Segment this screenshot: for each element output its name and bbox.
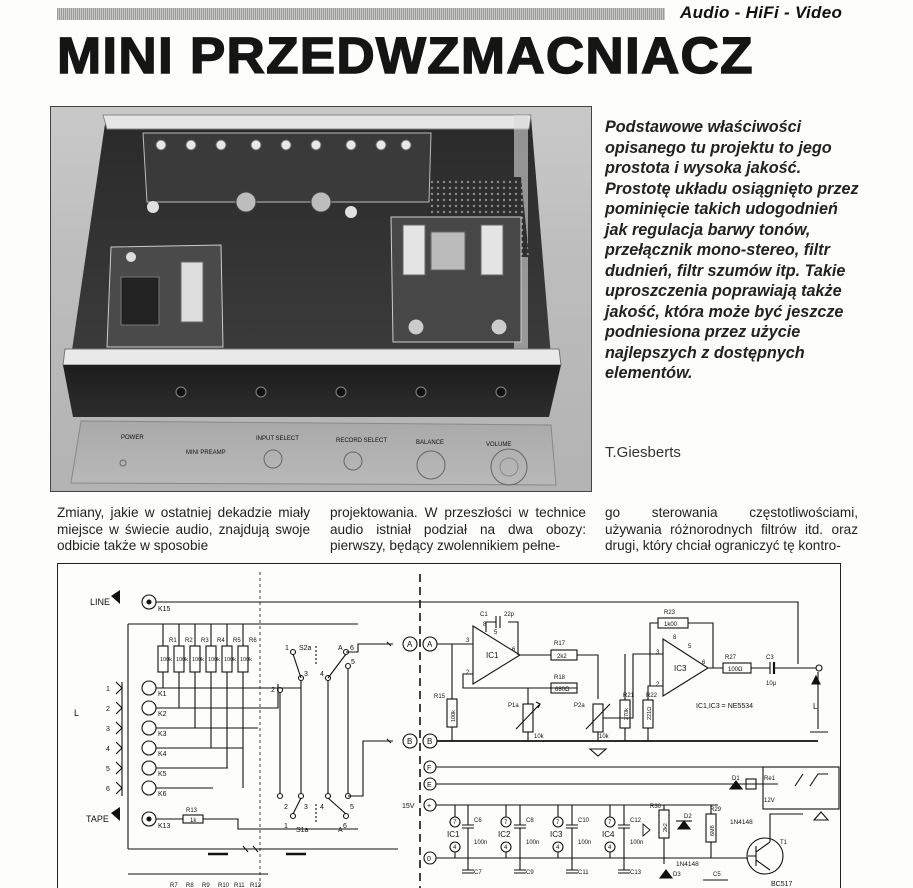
panel-label-mini-preamp: MINI PREAMP (186, 450, 226, 456)
label-ic3-power: IC3 (550, 830, 563, 839)
label-ic1: IC1 (486, 651, 499, 660)
ic3-pin8: 8 (673, 635, 677, 641)
num-3: 3 (106, 726, 110, 733)
num-2: 2 (106, 706, 110, 713)
num-4: 4 (106, 746, 110, 753)
label-r27: R27 (725, 655, 737, 661)
panel-label-volume: VOLUME (486, 442, 512, 448)
switch-s2a-s1a (278, 646, 351, 822)
value-r2: 100k (176, 657, 188, 663)
label-c5: C5 (713, 872, 721, 878)
label-r6: R6 (249, 638, 257, 644)
label-k15: K15 (158, 606, 171, 613)
value-c3: 10µ (766, 681, 777, 687)
label-s1a: S1a (296, 827, 309, 834)
label-c6: C6 (474, 818, 482, 824)
potentiometer-p1a (523, 704, 533, 732)
value-r21: 270k (624, 708, 630, 720)
panel-label-input-select: INPUT SELECT (256, 436, 299, 442)
power-decoupling (450, 805, 630, 873)
label-tape: TAPE (86, 814, 109, 824)
ic1-pin5: 5 (494, 630, 498, 636)
sw-num-t1: 1 (285, 645, 289, 652)
label-k3: K3 (158, 731, 167, 738)
sw-num-b3: 3 (304, 804, 308, 811)
value-r29: 6M8 (710, 825, 716, 836)
value-r22: 221Ω (647, 706, 653, 720)
section-label: Audio - HiFi - Video (680, 3, 843, 22)
label-ic4-power: IC4 (602, 830, 615, 839)
label-k6: K6 (158, 791, 167, 798)
ic3-pin3: 3 (656, 650, 660, 656)
ic1-pin6: 6 (512, 647, 516, 653)
label-ic1-power: IC1 (447, 830, 460, 839)
label-k2: K2 (158, 711, 167, 718)
ic4-pin7: 7 (608, 820, 612, 826)
label-p1a: P1a (508, 703, 519, 709)
ic1-pin4: 4 (453, 845, 457, 851)
node-b-left: B (407, 737, 413, 746)
label-r22: R22 (646, 693, 658, 699)
label-c12: C12 (630, 818, 642, 824)
type-d1: 1N4148 (730, 819, 753, 826)
node-a-right: A (427, 640, 433, 649)
label-r11: R11 (234, 883, 245, 888)
supply-15v: 15V (402, 803, 415, 810)
label-p2a: P2a (574, 703, 585, 709)
label-r21: R21 (623, 693, 635, 699)
value-c8: 100n (526, 840, 540, 846)
label-d1: D1 (732, 776, 740, 782)
panel-label-balance: BALANCE (416, 440, 445, 446)
label-r30: R30 (650, 804, 662, 810)
product-photo (50, 106, 592, 492)
label-c7: C7 (474, 870, 482, 876)
sw-num-b4: 4 (320, 804, 324, 811)
label-r7: R7 (170, 883, 178, 888)
label-c8: C8 (526, 818, 534, 824)
label-r3: R3 (201, 638, 209, 644)
ic3-pin2: 2 (656, 682, 660, 688)
label-c3: C3 (766, 655, 774, 661)
channel-label-l: L (74, 708, 80, 718)
sw-num-t6: 6 (350, 645, 354, 652)
ic3-pin7: 7 (556, 820, 560, 826)
value-r13: 1k (190, 818, 197, 824)
node-zero: 0 (427, 856, 431, 863)
label-k4: K4 (158, 751, 167, 758)
label-s2a: S2a (299, 645, 312, 652)
value-re1: 12V (764, 798, 775, 804)
label-r15: R15 (434, 694, 446, 700)
schematic-drawing (58, 564, 842, 888)
ic1-pin8: 8 (483, 622, 487, 628)
label-c9: C9 (526, 870, 534, 876)
value-r4: 100k (208, 657, 220, 663)
ic3-pin4: 4 (556, 845, 560, 851)
node-e: E (427, 782, 432, 789)
label-r1: R1 (169, 638, 177, 644)
num-1: 1 (106, 686, 110, 693)
label-line: LINE (90, 597, 111, 607)
sw-num-b2: 2 (284, 804, 288, 811)
value-r3: 100k (192, 657, 204, 663)
label-c13: C13 (630, 870, 642, 876)
ic2-pin7: 7 (504, 820, 508, 826)
body-column-2: projektowania. W przeszłości w technice audio istniał podział na dwa obozy: pierwszy, będący zwolennikiem pełne- (330, 505, 586, 553)
label-r13: R13 (186, 808, 198, 814)
sw-num-t3: 3 (304, 671, 308, 678)
potentiometer-p2a (593, 704, 603, 732)
label-r23: R23 (664, 610, 676, 616)
ic2-pin4: 4 (504, 845, 508, 851)
ic3-pin5: 5 (688, 644, 692, 650)
label-ic3: IC3 (674, 664, 687, 673)
resistor-bank-r1-r6 (158, 624, 248, 788)
value-r27: 100Ω (728, 667, 743, 673)
label-d2: D2 (684, 814, 692, 820)
value-r1: 100k (160, 657, 172, 663)
type-t1: BC517 (771, 881, 793, 888)
article-title: MINI PRZEDWZMACNIACZ (57, 27, 754, 84)
value-p2a: 10k (599, 734, 609, 740)
label-re1: Re1 (764, 776, 776, 782)
label-r4: R4 (217, 638, 225, 644)
label-r10: R10 (218, 883, 230, 888)
ic3-pin6: 6 (702, 660, 706, 666)
preamp-photo-drawing (51, 107, 592, 492)
num-6: 6 (106, 786, 110, 793)
header-rule (57, 8, 665, 20)
sw-num-t2: 2 (271, 687, 275, 694)
label-r18: R18 (554, 675, 566, 681)
panel-label-power: POWER (121, 435, 144, 441)
value-c10: 100n (578, 840, 592, 846)
sw-num-b6: 6 (343, 823, 347, 830)
value-r23: 1k00 (664, 622, 678, 628)
label-r29: R29 (710, 807, 722, 813)
label-c1: C1 (480, 612, 488, 618)
panel-label-record-select: RECORD SELECT (336, 438, 388, 444)
article-lead: Podstawowe właściwości opisanego tu projektu to jego prostota i wysoka jakość. Prostotę układu osiągnięto przez pominięcie takich udogodnień jak regulacja barwy tonów, przełącznik mono-stereo, filtr dudnień, filtr szumów itp. Takie uproszczenia poprawiają także jakość, która może być jeszcze podniesiona przez użycie najlepszych z dostępnych elementów. (605, 118, 859, 382)
label-r8: R8 (186, 883, 194, 888)
body-column-1: Zmiany, jakie w ostatniej dekadzie miały miejsce w świecie audio, znajdują swoje odbicie także w sposobie (57, 505, 310, 553)
sw-num-b1: 1 (284, 823, 288, 830)
value-r5: 100k (224, 657, 236, 663)
node-plus: + (427, 803, 432, 810)
label-ic2-power: IC2 (498, 830, 511, 839)
value-r30: 2k2 (663, 823, 669, 832)
value-c1: 22p (504, 612, 515, 618)
label-t1: T1 (780, 840, 788, 846)
label-switch-a-top: A (338, 645, 343, 652)
value-c12: 100n (630, 840, 644, 846)
sw-num-t5: 5 (351, 659, 355, 666)
body-column-3: go sterowania częstotliwościami, używania różnorodnych filtrów itd. oraz drugi, który chciał ograniczyć tę kontro- (605, 505, 858, 553)
node-b-right: B (427, 737, 433, 746)
value-p1a: 10k (534, 734, 544, 740)
label-k5: K5 (158, 771, 167, 778)
ic-note: IC1,IC3 = NE5534 (696, 703, 754, 710)
value-r15: 100k (451, 710, 457, 722)
sw-num-b5: 5 (350, 804, 354, 811)
label-k13: K13 (158, 823, 171, 830)
type-d2: 1N4148 (676, 861, 699, 868)
label-r5: R5 (233, 638, 241, 644)
value-r6: 100k (240, 657, 252, 663)
output-channel-l: L (813, 702, 818, 711)
ic4-pin4: 4 (608, 845, 612, 851)
label-c10: C10 (578, 818, 590, 824)
article-author: T.Giesberts (605, 444, 681, 461)
label-r17: R17 (554, 641, 566, 647)
ic1-pin3: 3 (466, 638, 470, 644)
label-d3: D3 (673, 872, 681, 878)
ic1-pin2: 2 (466, 670, 470, 676)
label-r9: R9 (202, 883, 210, 888)
label-k1: K1 (158, 691, 167, 698)
label-c11: C11 (578, 870, 589, 876)
circuit-schematic (57, 563, 841, 888)
ic1-pin7: 7 (453, 820, 457, 826)
value-r18: 680Ω (555, 687, 570, 693)
label-switch-a-bottom: A (338, 827, 343, 834)
node-f: F (427, 765, 432, 772)
label-r12: R12 (250, 883, 262, 888)
sw-num-t4: 4 (320, 671, 324, 678)
label-r2: R2 (185, 638, 193, 644)
num-5: 5 (106, 766, 110, 773)
node-a-left: A (407, 640, 413, 649)
value-r17: 2k2 (557, 654, 567, 660)
value-c6: 100n (474, 840, 488, 846)
